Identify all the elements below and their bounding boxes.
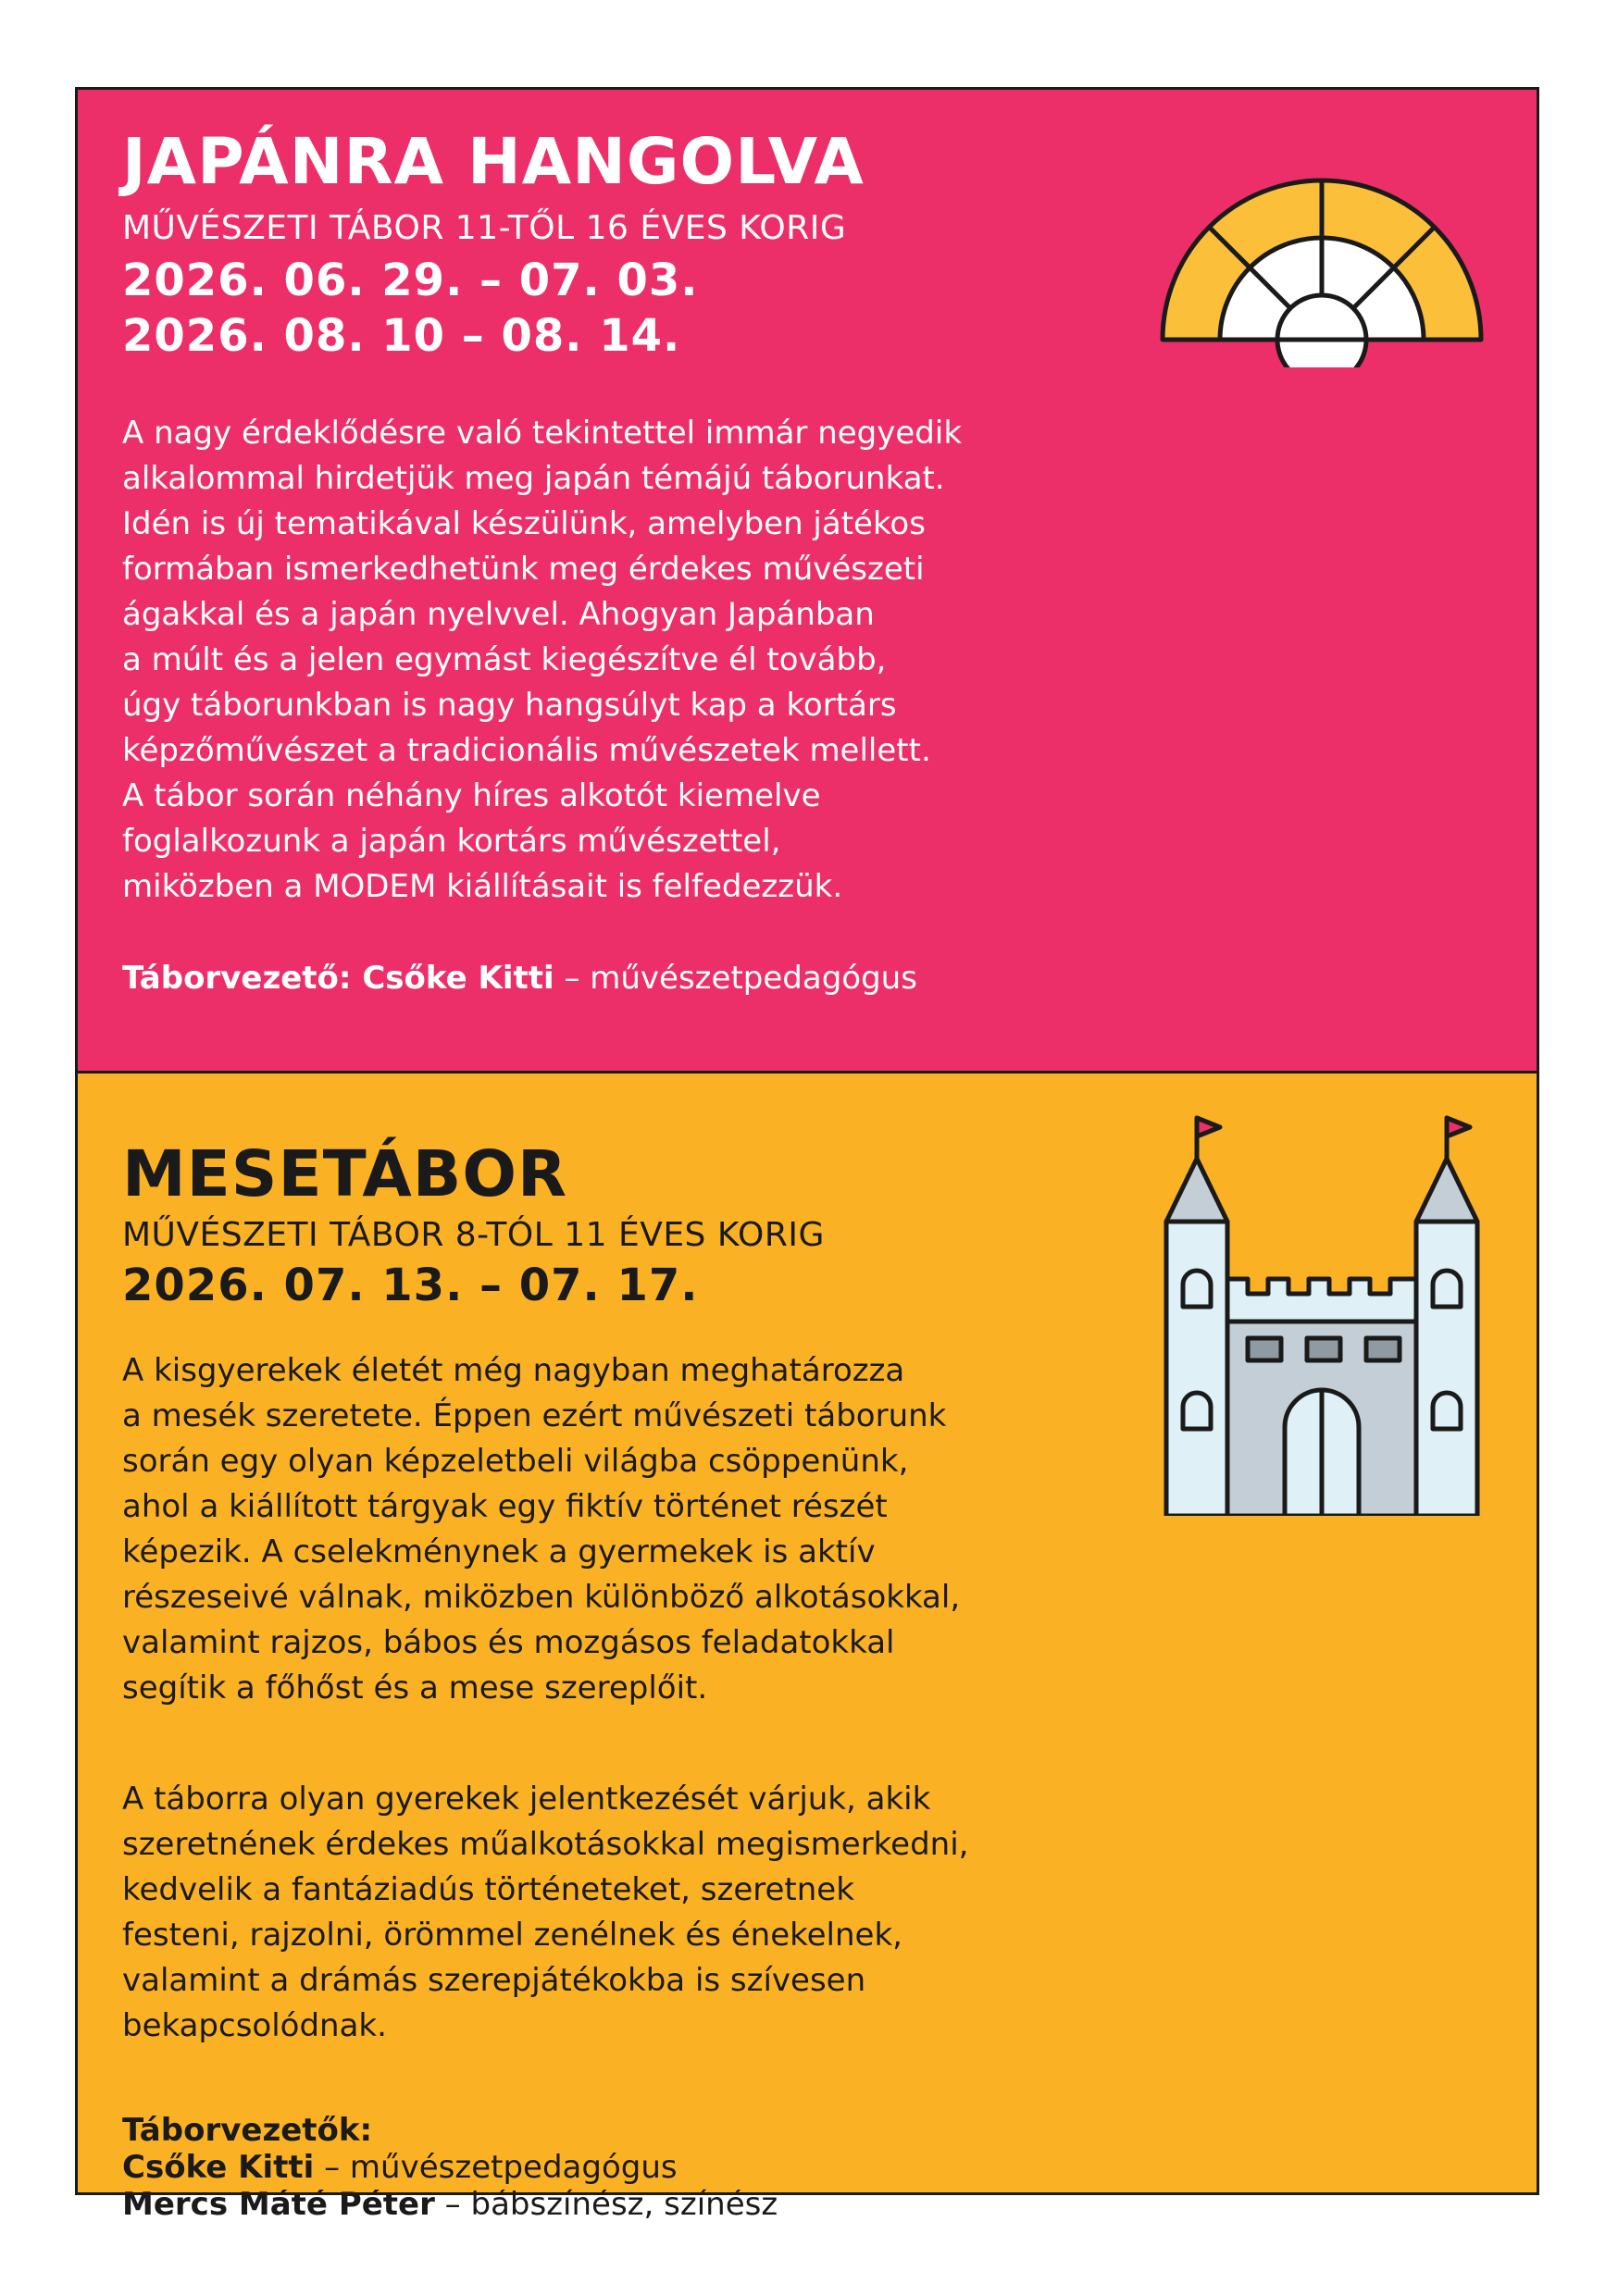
description-line: úgy táborunkban is nagy hangsúlyt kap a kortárs <box>122 687 897 724</box>
description-line: A nagy érdeklődésre való tekintettel immár negyedik <box>122 415 963 452</box>
description-line: részeseivé válnak, miközben különböző alkotásokkal, <box>122 1579 961 1616</box>
leader-name: Csőke Kitti <box>122 2149 315 2186</box>
japan-camp-panel <box>78 90 1537 1071</box>
japan-camp-subtitle: MŰVÉSZETI TÁBOR 11-TŐL 16 ÉVES KORIG <box>122 209 847 247</box>
leader-name: Táborvezető: Csőke Kitti <box>122 960 554 997</box>
description-line: festeni, rajzolni, örömmel zenélnek és énekelnek, <box>122 1917 902 1954</box>
description-line: a mesék szeretete. Éppen ezért művészeti táborunk <box>122 1397 947 1434</box>
description-line: miközben a MODEM kiállításait is felfedezzük. <box>122 868 843 905</box>
description-line: segítik a főhőst és a mese szereplőit. <box>122 1669 708 1706</box>
description-line: a múlt és a jelen egymást kiegészítve él tovább, <box>122 641 887 678</box>
leader-role: – művészetpedagógus <box>554 960 917 997</box>
leader-role: – bábszínész, színész <box>434 2186 778 2223</box>
japan-camp-date-1: 2026. 06. 29. – 07. 03. <box>122 254 699 306</box>
description-line: A tábor során néhány híres alkotót kiemelve <box>122 777 821 814</box>
description-line: szeretnének érdekes műalkotásokkal megismerkedni, <box>122 1826 969 1863</box>
description-line: formában ismerkedhetünk meg érdekes művészeti <box>122 551 925 588</box>
fairytale-camp-date: 2026. 07. 13. – 07. 17. <box>122 1260 699 1311</box>
fairytale-camp-description-1 <box>122 1348 960 1711</box>
japan-camp-description <box>122 411 962 910</box>
fairytale-camp-subtitle: MŰVÉSZETI TÁBOR 8-TÓL 11 ÉVES KORIG <box>122 1216 825 1254</box>
description-line: ágakkal és a japán nyelvvel. Ahogyan Japánban <box>122 596 875 633</box>
leader-role: – művészetpedagógus <box>314 2149 678 2186</box>
description-line: foglalkozunk a japán kortárs művészettel, <box>122 823 781 860</box>
fairytale-camp-leaders <box>122 2112 778 2223</box>
description-line: A táborra olyan gyerekek jelentkezését várjuk, akik <box>122 1781 931 1818</box>
description-line: alkalommal hirdetjük meg japán témájú táborunkat. <box>122 460 945 497</box>
description-line: Idén is új tematikával készülünk, amelyben játékos <box>122 505 926 542</box>
description-line: valamint rajzos, bábos és mozgásos feladatokkal <box>122 1624 895 1661</box>
description-line: során egy olyan képzeletbeli világba csöppenünk, <box>122 1443 909 1480</box>
leaders-heading: Táborvezetők: <box>122 2112 373 2149</box>
fairytale-camp-panel <box>78 1071 1537 2223</box>
fairytale-camp-title: MESETÁBOR <box>122 1137 568 1211</box>
description-line: A kisgyerekek életét még nagyban meghatározza <box>122 1352 905 1389</box>
page-frame <box>75 87 1539 2223</box>
description-line: kedvelik a fantáziadús történeteket, szeretnek <box>122 1871 854 1908</box>
fairytale-camp-description-2 <box>122 1777 968 2049</box>
castle-icon <box>1144 1112 1496 1516</box>
description-line: képzőművészet a tradicionális művészetek mellett. <box>122 732 931 769</box>
japan-camp-leader <box>122 960 917 997</box>
japan-camp-title: JAPÁNRA HANGOLVA <box>122 125 865 199</box>
description-line: ahol a kiállított tárgyak egy fiktív történet részét <box>122 1488 888 1525</box>
fan-icon <box>1155 155 1488 367</box>
description-line: képezik. A cselekménynek a gyermekek is aktív <box>122 1533 876 1570</box>
description-line: bekapcsolódnak. <box>122 2007 387 2044</box>
description-line: valamint a drámás szerepjátékokba is szívesen <box>122 1962 866 1999</box>
japan-camp-date-2: 2026. 08. 10 – 08. 14. <box>122 310 681 362</box>
leader-name: Mercs Máté Péter <box>122 2186 435 2223</box>
